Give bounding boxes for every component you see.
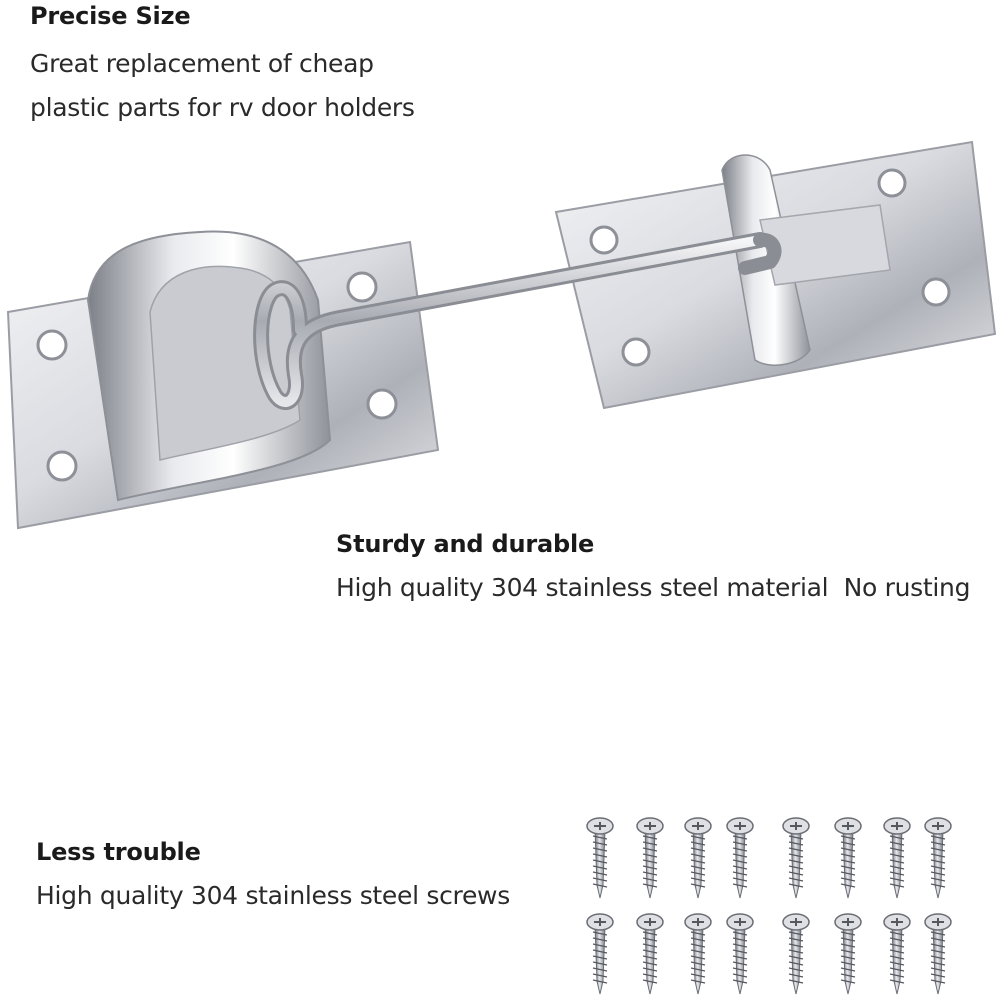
feature-precise-size: [30, 0, 450, 130]
screw: [884, 914, 910, 994]
screw: [925, 818, 951, 898]
screw: [727, 914, 753, 994]
screw: [587, 914, 613, 994]
right-hook-bracket: [556, 142, 995, 408]
feature-description: High quality 304 stainless steel screws: [36, 881, 510, 910]
screw: [637, 818, 663, 898]
feature-description: Great replacement of cheap plastic parts for rv door holders: [30, 49, 415, 122]
screw: [925, 914, 951, 994]
screw: [587, 818, 613, 898]
screw: [685, 914, 711, 994]
feature-description: High quality 304 stainless steel material No rusting: [336, 573, 971, 602]
screw: [685, 818, 711, 898]
screw: [637, 914, 663, 994]
screw: [783, 818, 809, 898]
screw: [835, 818, 861, 898]
feature-less-trouble: [36, 836, 510, 918]
screw: [727, 818, 753, 898]
screws-set: [587, 818, 951, 994]
feature-sturdy-durable: [336, 528, 970, 610]
feature-heading: Less trouble: [36, 838, 201, 866]
left-catch-bracket: [8, 232, 438, 528]
feature-heading: Precise Size: [30, 2, 191, 30]
screw: [835, 914, 861, 994]
feature-heading: Sturdy and durable: [336, 530, 595, 558]
screw: [884, 818, 910, 898]
screw: [783, 914, 809, 994]
